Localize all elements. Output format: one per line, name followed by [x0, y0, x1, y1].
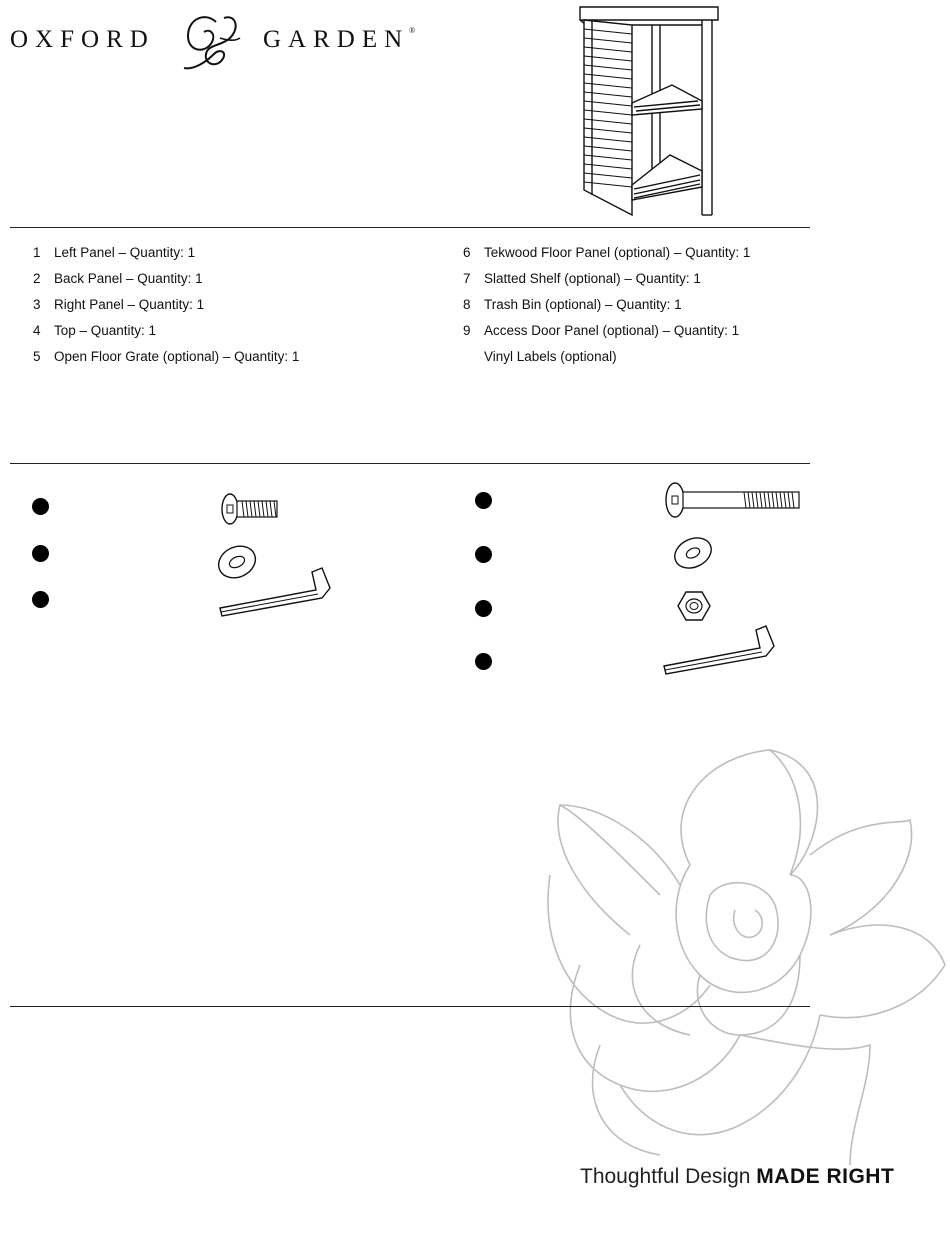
list-item: 3 Right Panel – Quantity: 1 [33, 297, 205, 312]
list-item: 9 Access Door Panel (optional) – Quantity: 1 [463, 323, 740, 338]
hardware-marker [32, 545, 49, 562]
brand-logo [10, 26, 416, 54]
divider-bottom [10, 1006, 810, 1007]
list-item: 1 Left Panel – Quantity: 1 [33, 245, 196, 260]
divider-middle [10, 463, 810, 464]
hardware-marker [32, 591, 49, 608]
list-item: 5 Open Floor Grate (optional) – Quantity: 1 [33, 349, 300, 364]
list-item: Vinyl Labels (optional) [484, 349, 617, 364]
hex-nut-icon [676, 588, 712, 624]
list-item: 4 Top – Quantity: 1 [33, 323, 157, 338]
list-item: 7 Slatted Shelf (optional) – Quantity: 1 [463, 271, 701, 286]
long-bolt-icon [664, 481, 804, 519]
og-monogram-icon [176, 8, 246, 76]
tagline [580, 1165, 894, 1189]
allen-key-icon [662, 622, 778, 680]
divider-top [10, 227, 810, 228]
brand-word-garden: GARDEN [263, 26, 410, 53]
short-bolt-icon [220, 492, 280, 526]
list-item: 8 Trash Bin (optional) – Quantity: 1 [463, 297, 682, 312]
trash-bin-cabinet-illustration [572, 5, 724, 220]
list-item: 2 Back Panel – Quantity: 1 [33, 271, 203, 286]
registered-mark: ® [409, 26, 416, 35]
brand-word-oxford: OXFORD [10, 26, 155, 53]
hardware-marker [475, 653, 492, 670]
allen-key-icon [218, 564, 334, 622]
parts-list-left [33, 240, 299, 370]
hardware-marker [475, 546, 492, 563]
list-item: 6 Tekwood Floor Panel (optional) – Quantity: 1 [463, 245, 751, 260]
parts-list-right [463, 240, 750, 370]
tagline-bold: MADE RIGHT [756, 1165, 895, 1188]
washer-icon [672, 535, 714, 571]
hardware-marker [475, 492, 492, 509]
tagline-light: Thoughtful Design [580, 1165, 751, 1188]
hardware-marker [475, 600, 492, 617]
hardware-marker [32, 498, 49, 515]
flower-watermark-icon [540, 745, 950, 1165]
